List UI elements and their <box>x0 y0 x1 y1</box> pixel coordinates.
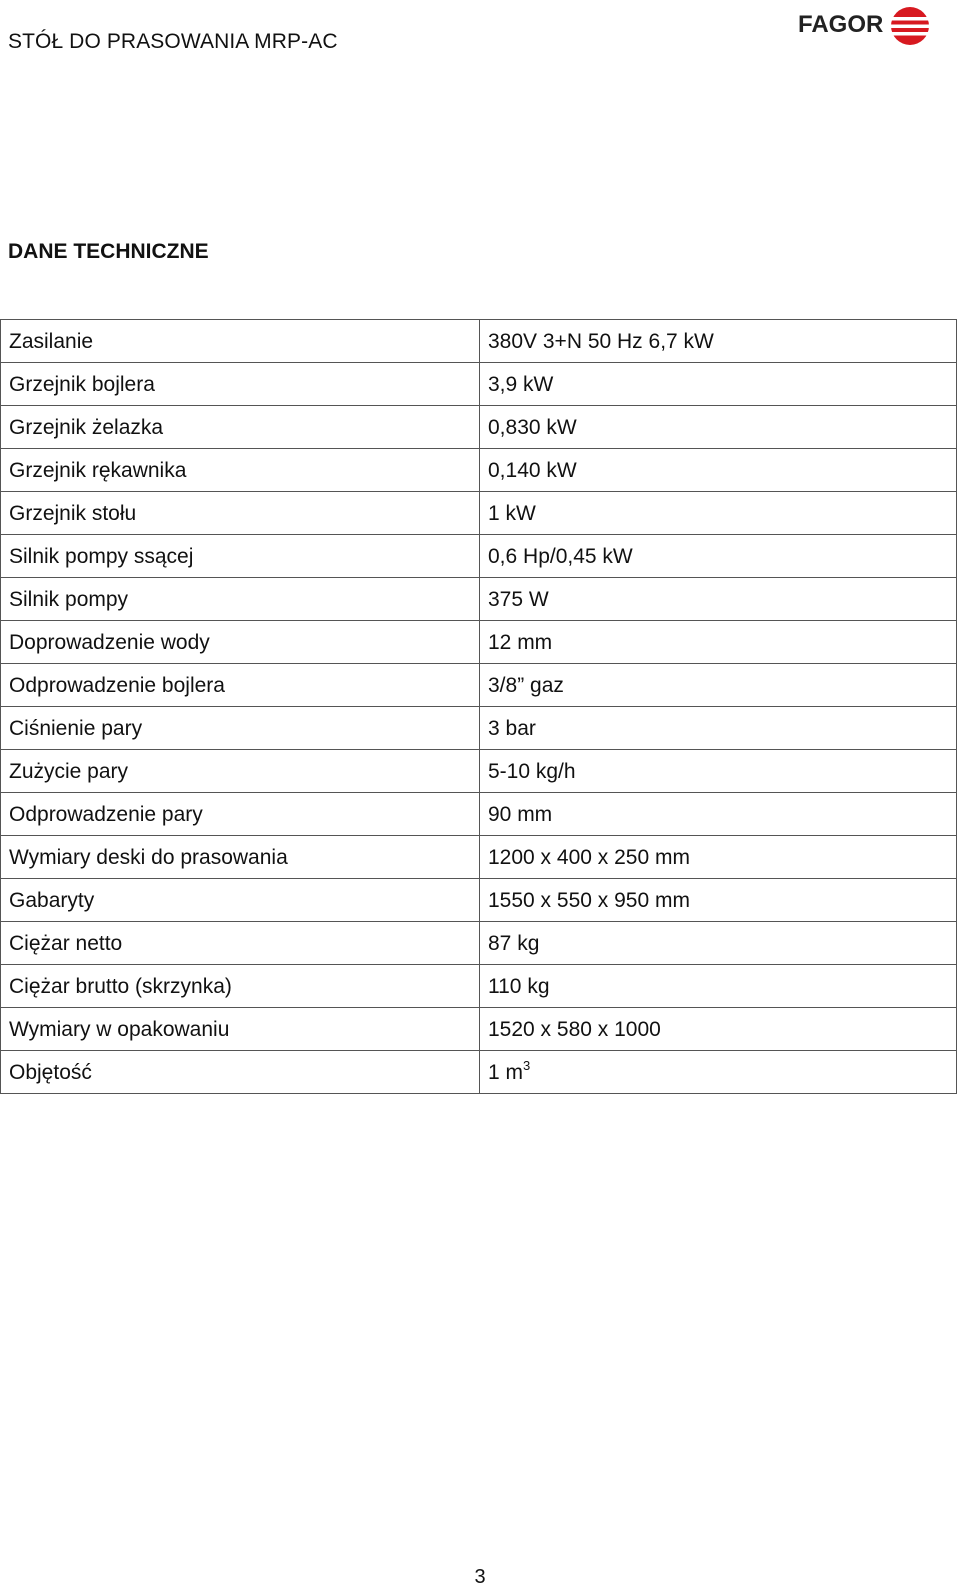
spec-value-text: 5-10 kg/h <box>488 759 576 783</box>
spec-label: Wymiary w opakowaniu <box>1 1008 480 1051</box>
spec-value-text: 0,140 kW <box>488 458 577 482</box>
spec-label: Objętość <box>1 1051 480 1094</box>
table-row <box>1 621 957 664</box>
spec-value-text: 1 kW <box>488 501 536 525</box>
table-row <box>1 320 957 363</box>
spec-value-text: 375 W <box>488 587 549 611</box>
spec-value <box>480 406 957 449</box>
spec-value <box>480 492 957 535</box>
spec-label: Silnik pompy <box>1 578 480 621</box>
spec-value <box>480 793 957 836</box>
spec-value <box>480 320 957 363</box>
spec-value <box>480 449 957 492</box>
spec-value <box>480 922 957 965</box>
spec-value-text: 12 mm <box>488 630 553 654</box>
spec-value-text: 380V 3+N 50 Hz 6,7 kW <box>488 329 714 353</box>
table-row <box>1 836 957 879</box>
table-row <box>1 406 957 449</box>
spec-value <box>480 664 957 707</box>
spec-label: Wymiary deski do prasowania <box>1 836 480 879</box>
spec-label: Ciężar netto <box>1 922 480 965</box>
spec-value-text: 0,6 Hp/0,45 kW <box>488 544 633 568</box>
spec-value <box>480 750 957 793</box>
spec-value <box>480 1051 957 1094</box>
spec-value-text: 1 m <box>488 1060 524 1084</box>
table-row <box>1 922 957 965</box>
spec-value <box>480 621 957 664</box>
spec-value <box>480 1008 957 1051</box>
spec-label: Odprowadzenie pary <box>1 793 480 836</box>
spec-label: Doprowadzenie wody <box>1 621 480 664</box>
technical-data-table <box>0 319 957 1094</box>
spec-value-text: 0,830 kW <box>488 415 577 439</box>
table-row <box>1 750 957 793</box>
spec-label: Odprowadzenie bojlera <box>1 664 480 707</box>
table-row <box>1 707 957 750</box>
spec-value-text: 3/8” gaz <box>488 673 564 697</box>
table-row <box>1 965 957 1008</box>
table-row <box>1 578 957 621</box>
table-row <box>1 535 957 578</box>
spec-value <box>480 707 957 750</box>
table-row <box>1 1051 957 1094</box>
fagor-logo <box>798 3 938 49</box>
spec-label: Silnik pompy ssącej <box>1 535 480 578</box>
table-row <box>1 879 957 922</box>
spec-label: Grzejnik rękawnika <box>1 449 480 492</box>
spec-value <box>480 965 957 1008</box>
section-title: DANE TECHNICZNE <box>8 240 209 263</box>
spec-value-text: 3 bar <box>488 716 536 740</box>
spec-value <box>480 879 957 922</box>
spec-label: Ciśnienie pary <box>1 707 480 750</box>
spec-value-text: 1520 x 580 x 1000 <box>488 1017 661 1041</box>
table-row <box>1 492 957 535</box>
table-row <box>1 664 957 707</box>
spec-label: Zasilanie <box>1 320 480 363</box>
table-row <box>1 363 957 406</box>
spec-value-exponent: 3 <box>523 1057 531 1073</box>
spec-value-text: 3,9 kW <box>488 372 554 396</box>
spec-label: Grzejnik bojlera <box>1 363 480 406</box>
spec-value <box>480 363 957 406</box>
spec-value-text: 1550 x 550 x 950 mm <box>488 888 690 912</box>
spec-value-text: 87 kg <box>488 931 540 955</box>
spec-value <box>480 535 957 578</box>
spec-label: Zużycie pary <box>1 750 480 793</box>
spec-value-text: 1200 x 400 x 250 mm <box>488 845 690 869</box>
document-header-title: STÓŁ DO PRASOWANIA MRP-AC <box>8 30 338 53</box>
table-row <box>1 1008 957 1051</box>
spec-value-text: 110 kg <box>488 974 550 998</box>
logo-text: FAGOR <box>798 11 884 38</box>
table-row <box>1 449 957 492</box>
spec-value <box>480 836 957 879</box>
spec-label: Grzejnik żelazka <box>1 406 480 449</box>
spec-label: Gabaryty <box>1 879 480 922</box>
table-row <box>1 793 957 836</box>
spec-label: Grzejnik stołu <box>1 492 480 535</box>
spec-label: Ciężar brutto (skrzynka) <box>1 965 480 1008</box>
page-number: 3 <box>474 1566 486 1588</box>
spec-value <box>480 578 957 621</box>
spec-value-text: 90 mm <box>488 802 553 826</box>
